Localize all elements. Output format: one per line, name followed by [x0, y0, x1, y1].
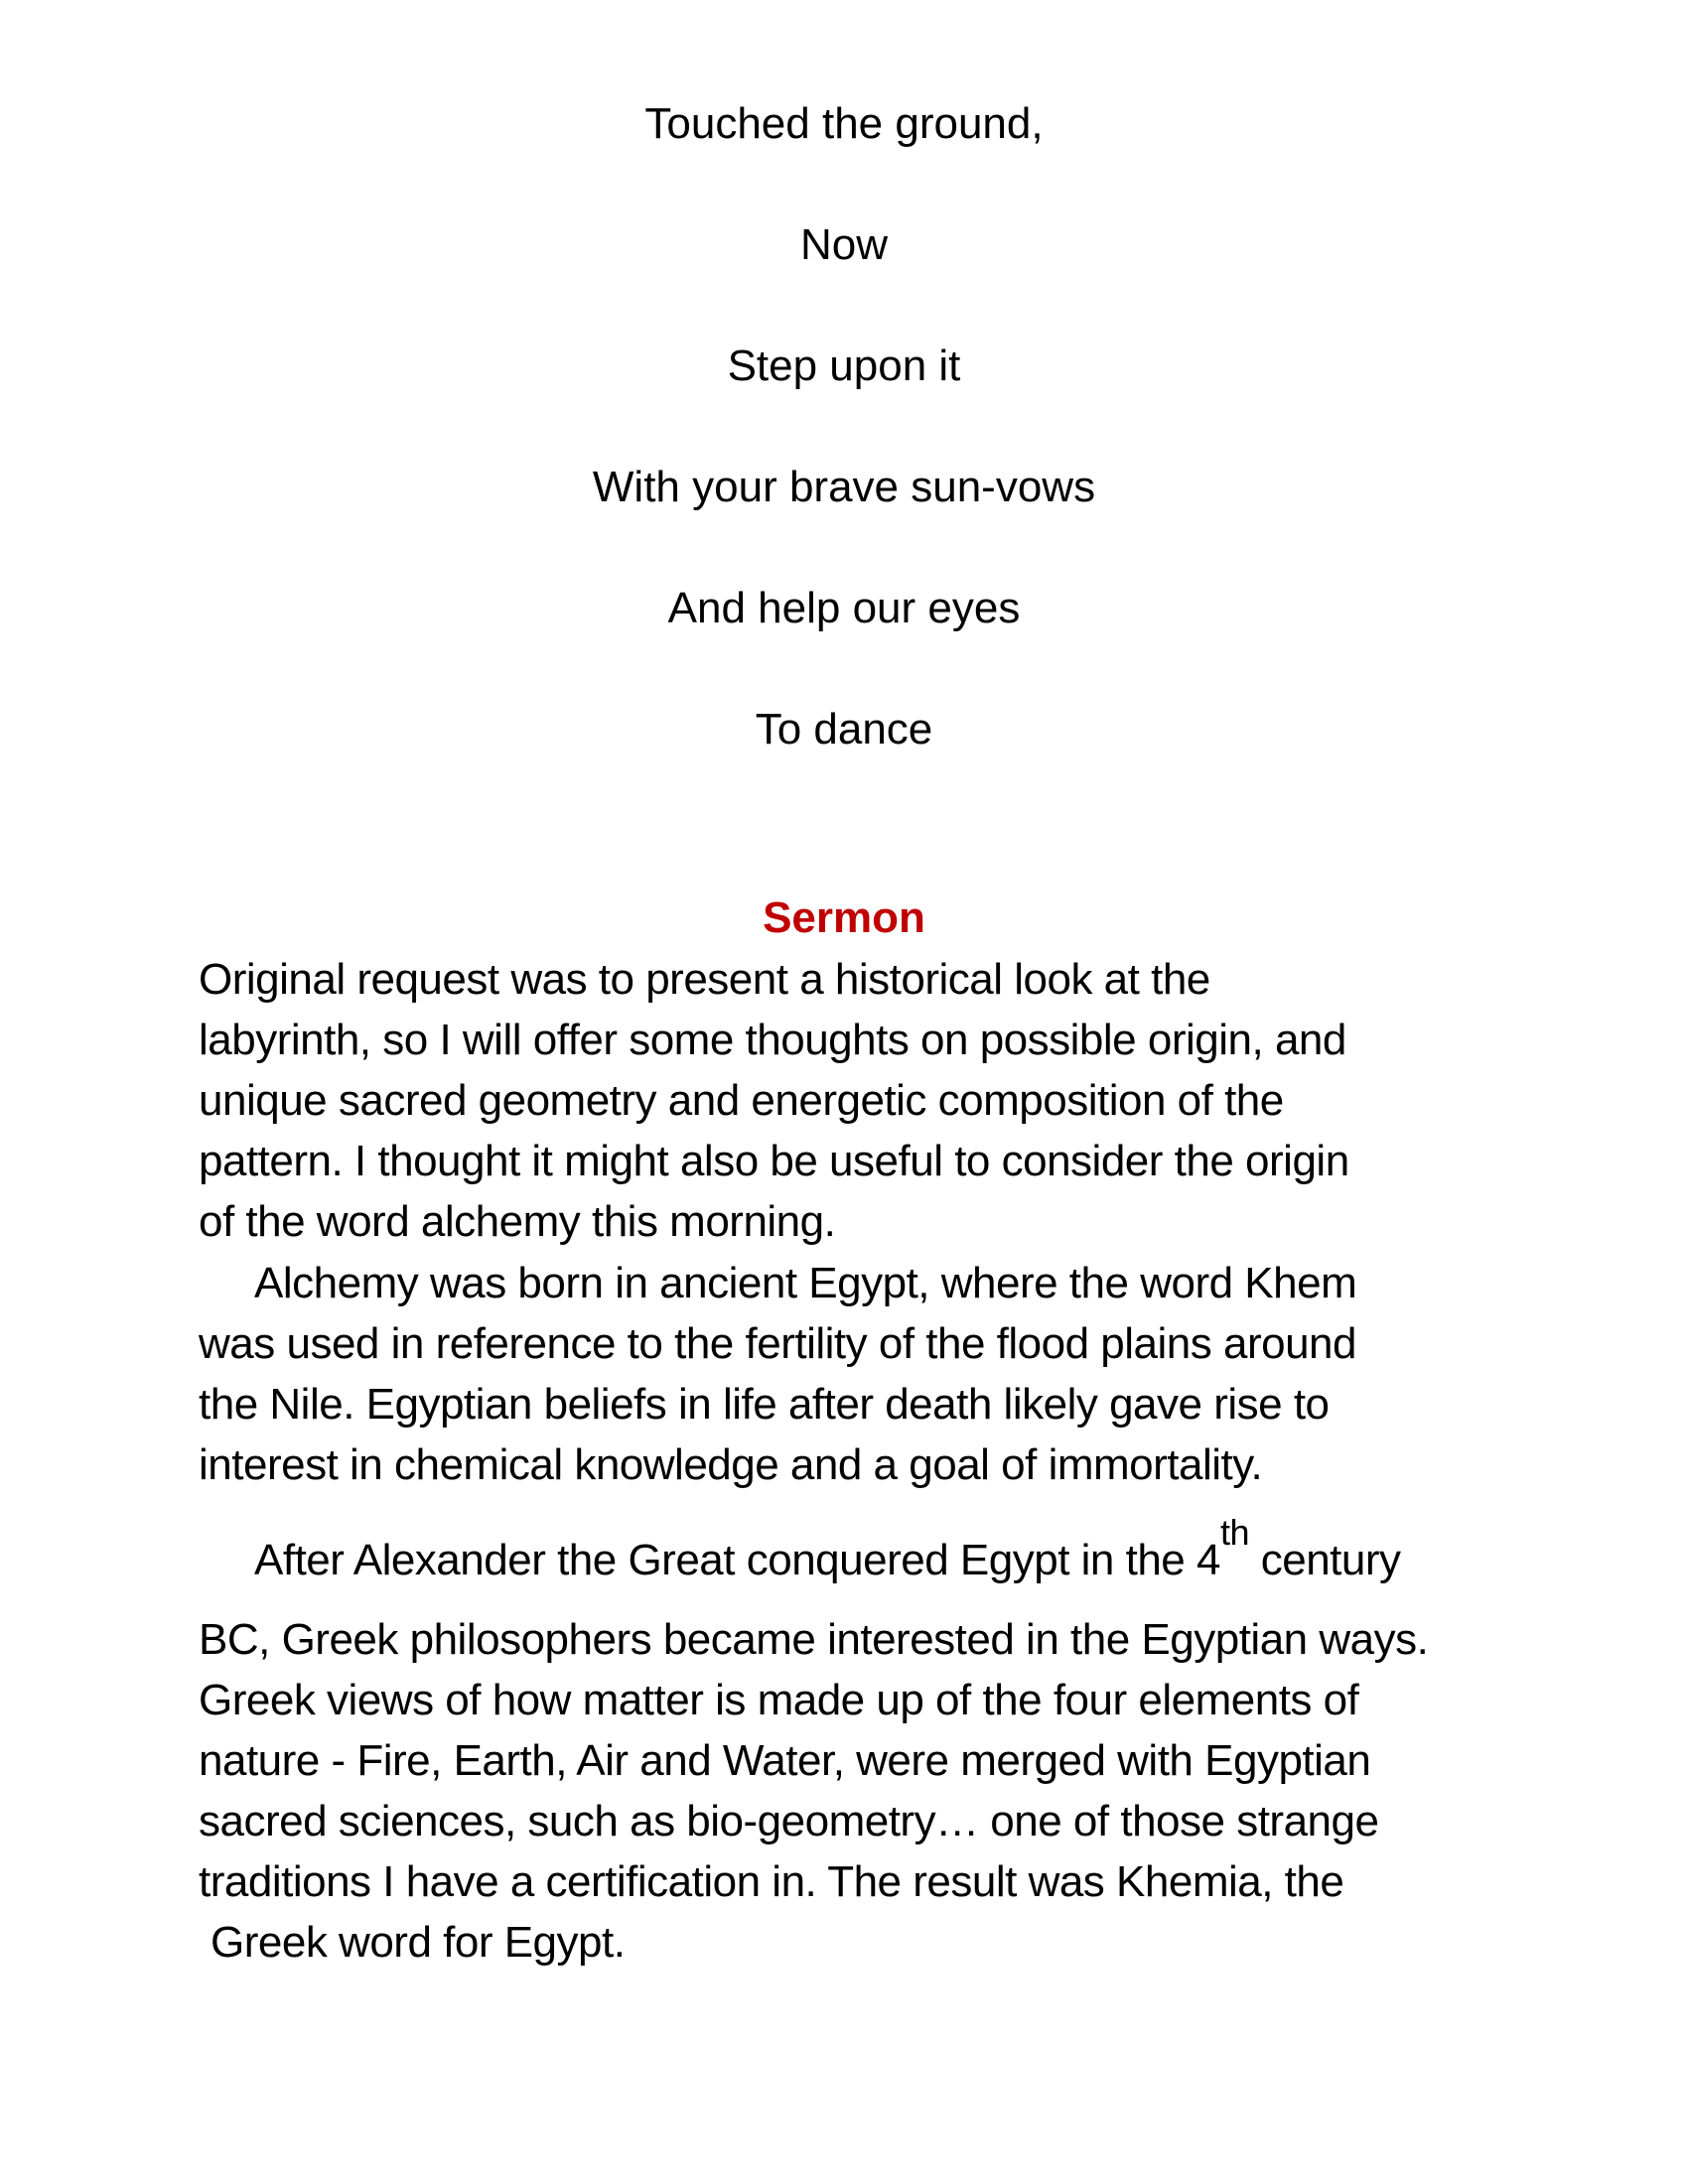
- text-line: traditions I have a certification in. The result was Khemia, the: [199, 1857, 1344, 1906]
- poem-line: With your brave sun-vows: [592, 463, 1096, 511]
- text-segment: century: [1249, 1536, 1401, 1584]
- text-line: BC, Greek philosophers became interested in the Egyptian ways.: [199, 1615, 1429, 1664]
- poem: [0, 99, 1688, 826]
- poem-line: Step upon it: [727, 341, 961, 390]
- sermon-paragraph-3: [199, 1512, 1529, 1973]
- text-line: unique sacred geometry and energetic composition of the: [199, 1076, 1284, 1125]
- sermon-paragraph-1: [199, 949, 1529, 1252]
- poem-line: And help our eyes: [667, 584, 1021, 632]
- text-line: of the word alchemy this morning.: [199, 1197, 836, 1246]
- text-line: Greek views of how matter is made up of the four elements of: [199, 1676, 1359, 1724]
- poem-line: Touched the ground,: [644, 99, 1044, 148]
- sermon-paragraph-2: [199, 1253, 1529, 1495]
- ordinal-superscript: th: [1219, 1512, 1250, 1553]
- text-line: nature - Fire, Earth, Air and Water, were merged with Egyptian: [199, 1736, 1371, 1785]
- text-line: Greek word for Egypt.: [211, 1918, 626, 1967]
- poem-line: Now: [799, 220, 889, 269]
- text-line: Original request was to present a historical look at the: [199, 955, 1210, 1004]
- poem-line: To dance: [755, 705, 933, 753]
- text-line: Alchemy was born in ancient Egypt, where the word Khem: [254, 1259, 1357, 1307]
- text-line: interest in chemical knowledge and a goal of immortality.: [199, 1440, 1263, 1489]
- text-line: labyrinth, so I will offer some thoughts on possible origin, and: [199, 1016, 1346, 1064]
- text-line: [199, 1512, 1529, 1609]
- text-line: pattern. I thought it might also be useful to consider the origin: [199, 1137, 1349, 1185]
- text-line: the Nile. Egyptian beliefs in life after death likely gave rise to: [199, 1380, 1330, 1429]
- text-line: was used in reference to the fertility of the flood plains around: [199, 1319, 1356, 1368]
- text-segment: After Alexander the Great conquered Egypt in the 4: [254, 1536, 1220, 1584]
- sermon-heading: Sermon: [763, 893, 925, 942]
- text-line: sacred sciences, such as bio-geometry… one of those strange: [199, 1797, 1379, 1845]
